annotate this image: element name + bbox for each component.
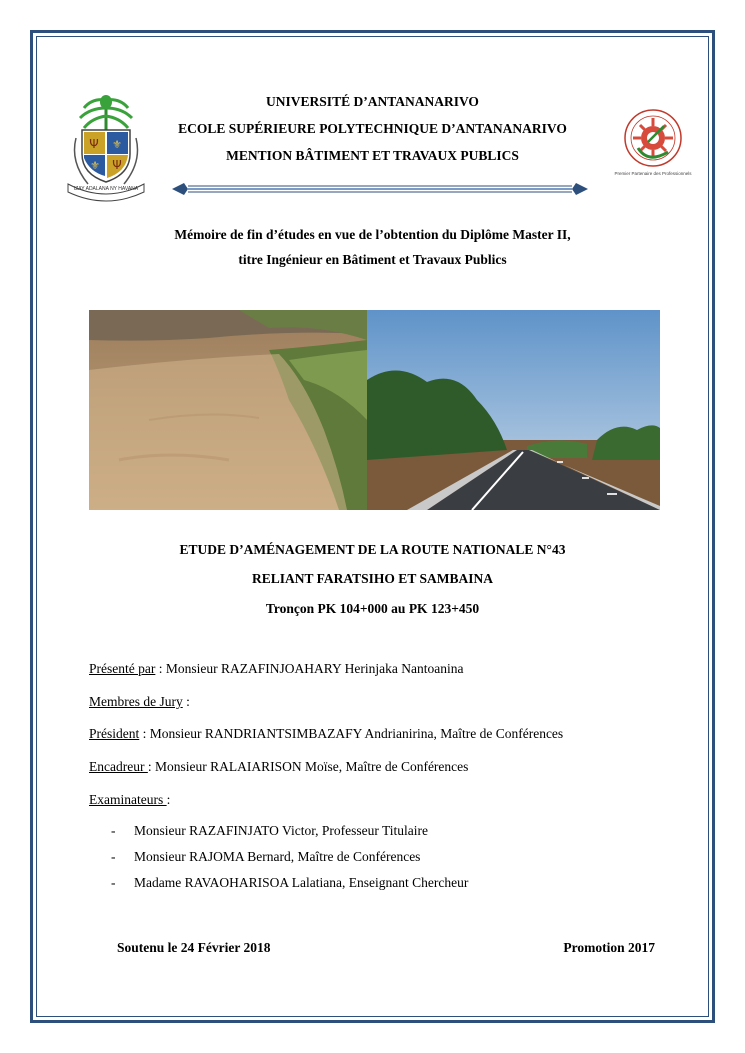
bullet-dash: - bbox=[111, 875, 116, 890]
emblem-motto: IZAY ADALANA NY HAVANA bbox=[73, 186, 139, 192]
examiners-label: Examinateurs bbox=[89, 792, 167, 807]
examiner-name: Monsieur RAJOMA Bernard, Maître de Conférences bbox=[134, 849, 421, 864]
president-value: : Monsieur RANDRIANTSIMBAZAFY Andrianirina, Maître de Conférences bbox=[139, 726, 564, 741]
study-title: ETUDE D’AMÉNAGEMENT DE LA ROUTE NATIONALE N°43 bbox=[179, 542, 566, 557]
president-label: Président bbox=[89, 726, 140, 741]
presented-by-label: Présenté par bbox=[89, 661, 156, 676]
school-name: ECOLE SUPÉRIEURE POLYTECHNIQUE D’ANTANANARIVO bbox=[178, 121, 567, 136]
jury-value: : bbox=[182, 694, 190, 709]
school-logo-caption: Premier Partenaire des Professionnels bbox=[614, 171, 692, 176]
jury-president bbox=[89, 726, 563, 742]
presented-by bbox=[89, 661, 463, 677]
jury-label: Membres de Jury bbox=[89, 694, 183, 709]
svg-text:⚜: ⚜ bbox=[112, 138, 122, 151]
examiners bbox=[89, 792, 170, 808]
thesis-purpose: Mémoire de fin d’études en vue de l’obtention du Diplôme Master II, bbox=[174, 227, 571, 242]
supervisor-label: Encadreur bbox=[89, 759, 148, 774]
jury-members bbox=[89, 694, 190, 710]
study-section: Tronçon PK 104+000 au PK 123+450 bbox=[265, 601, 480, 616]
examiner-item bbox=[111, 849, 420, 865]
examiner-name: Monsieur RAZAFINJATO Victor, Professeur Titulaire bbox=[134, 823, 429, 838]
svg-text:⚜: ⚜ bbox=[90, 159, 100, 172]
supervisor-value: : Monsieur RALAIARISON Moïse, Maître de Conférences bbox=[147, 759, 469, 774]
defense-date: Soutenu le 24 Février 2018 bbox=[117, 940, 271, 955]
examiner-name: Madame RAVAOHARISOA Lalatiana, Enseignant Chercheur bbox=[134, 875, 469, 890]
school-logo bbox=[618, 108, 688, 170]
photo-dirt-road bbox=[89, 310, 367, 510]
study-route: RELIANT FARATSIHO ET SAMBAINA bbox=[252, 571, 493, 586]
promotion-year: Promotion 2017 bbox=[563, 940, 655, 955]
photo-paved-road bbox=[367, 310, 660, 510]
examiners-value: : bbox=[166, 792, 171, 807]
mention-name: MENTION BÂTIMENT ET TRAVAUX PUBLICS bbox=[226, 148, 519, 163]
examiner-item bbox=[111, 823, 428, 839]
decorative-divider bbox=[172, 181, 588, 197]
presented-by-value: : Monsieur RAZAFINJOAHARY Herinjaka Nantoanina bbox=[155, 661, 464, 676]
thesis-degree: titre Ingénieur en Bâtiment et Travaux Publics bbox=[238, 252, 507, 267]
university-name: UNIVERSITÉ D’ANTANANARIVO bbox=[266, 94, 479, 109]
svg-text:Ψ: Ψ bbox=[89, 137, 99, 151]
examiner-item bbox=[111, 875, 468, 891]
bullet-dash: - bbox=[111, 823, 116, 838]
supervisor bbox=[89, 759, 468, 775]
bullet-dash: - bbox=[111, 849, 116, 864]
svg-text:Ψ: Ψ bbox=[112, 158, 122, 172]
